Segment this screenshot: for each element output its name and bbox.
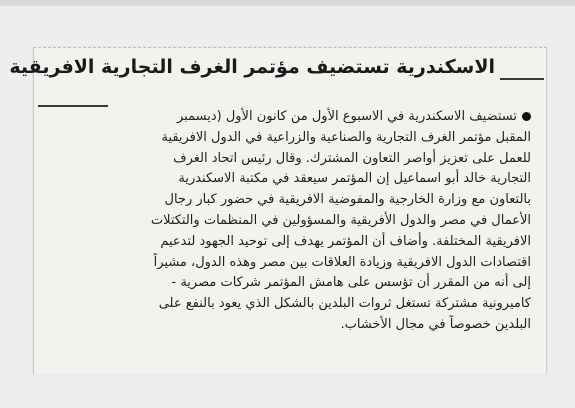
article-line-text: تستضيف الاسكندرية في الاسبوع الأول من كانون الأول (ديسمبر bbox=[177, 109, 517, 124]
scanner-top-edge bbox=[0, 0, 575, 6]
article-line: الافريقية المختلفة. وأضاف أن المؤتمر يهدف إلى توحيد الجهود لتدعيم bbox=[160, 233, 531, 249]
bullet-icon bbox=[522, 112, 531, 121]
article-line: إلى أنه من المقرر أن تؤسس على هامش المؤتمر شركات مصرية - bbox=[171, 275, 531, 291]
article-body bbox=[47, 107, 531, 336]
article-line: المقبل مؤتمر الغرف التجارية والصناعية والزراعية في الدول الافريقية bbox=[161, 129, 531, 145]
article-line: التجارية خالد أبو اسماعيل إن المؤتمر سيعقد في مكتبة الاسكندرية bbox=[178, 171, 531, 187]
article-line: البلدين خصوصاً في مجال الأخشاب. bbox=[340, 316, 531, 332]
article-line bbox=[47, 107, 531, 128]
headline-rule-right bbox=[500, 78, 544, 80]
article-line: كاميرونية مشتركة تستغل ثروات البلدين بالشكل الذي يعود بالنفع على bbox=[158, 296, 531, 312]
article-line: للعمل على تعزيز أواصر التعاون المشترك. وقال رئيس اتحاد الغرف bbox=[173, 150, 531, 166]
faded-dateline bbox=[270, 90, 390, 104]
article-line: اقتصادات الدول الافريقية وزيادة العلاقات بين مصر وهذه الدول، مشيراً bbox=[153, 254, 531, 270]
article-line: بالتعاون مع وزارة الخارجية والمفوضية الافريقية في حضور كبار رجال bbox=[164, 192, 531, 208]
article-headline: الاسكندرية تستضيف مؤتمر الغرف التجارية الافريقية bbox=[9, 56, 495, 78]
article-line: الأعمال في مصر والدول الأفريقية والمسؤولين في المنظمات والتكتلات bbox=[150, 212, 531, 228]
